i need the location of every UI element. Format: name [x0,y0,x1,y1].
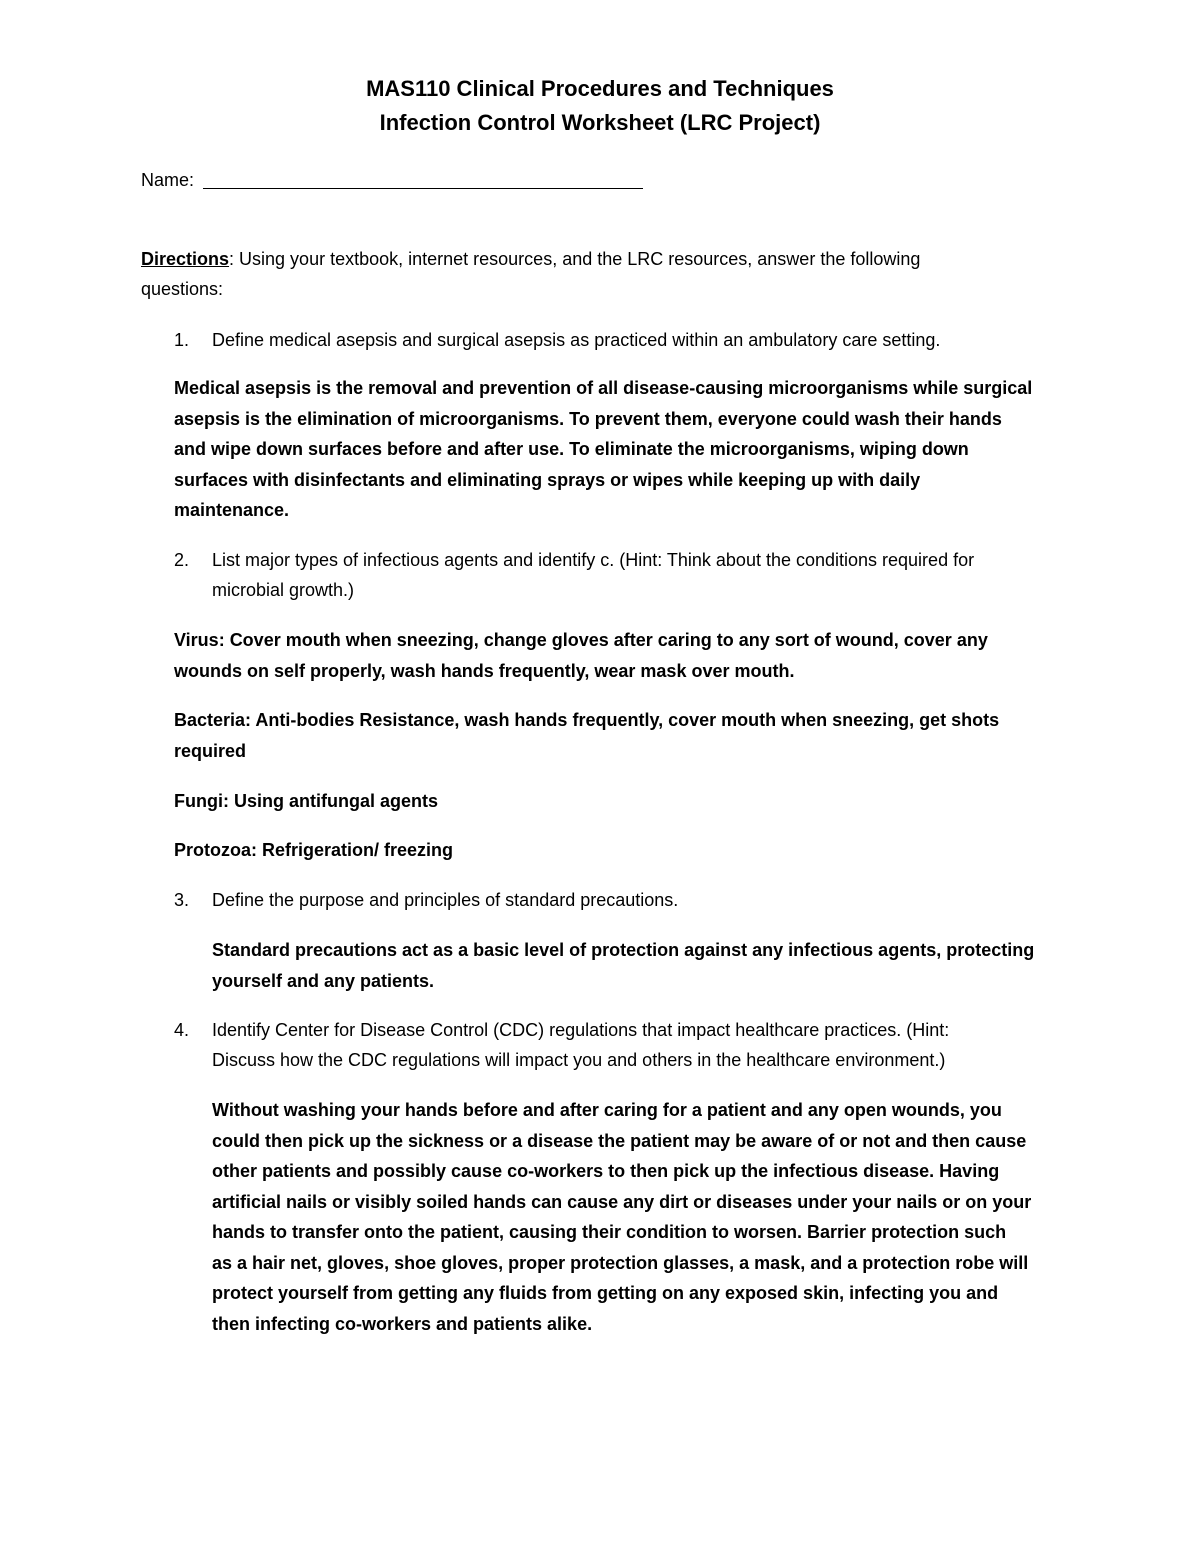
directions-label: Directions [141,249,230,269]
answer-paragraph [174,625,988,686]
directions-text: : Using your textbook, internet resources, and the LRC resources, answer the following [229,249,921,269]
answer-line: could then pick up the sickness or a disease the patient may be aware of or not and then cause [212,1130,1027,1151]
answer-line: Medical asepsis is the removal and prevention of all disease-causing microorganisms while surgical [174,378,1033,398]
answer-line: asepsis is the elimination of microorganisms. To prevent them, everyone could wash their hands [174,408,1002,429]
answer-paragraph [212,1095,1031,1339]
question-text [212,1015,1092,1075]
question-line: microbial growth.) [212,580,355,600]
answer-line: as a hair net, gloves, shoe gloves, proper protection glasses, a mask, and a protection robe will [212,1252,1029,1273]
question-number: 4. [174,1020,190,1040]
question-line: Define the purpose and principles of standard precautions. [212,890,679,910]
question-text [212,545,1092,605]
answer-line: protect yourself from getting any fluids from getting on any exposed skin, infecting you and [212,1283,999,1303]
question-line: Discuss how the CDC regulations will impact you and others in the healthcare environment.) [212,1050,946,1070]
question-line: Define medical asepsis and surgical asepsis as practiced within an ambulatory care setting. [212,330,941,350]
directions-text-cont: questions: [141,279,224,299]
answer-paragraph [174,705,999,766]
question-line: Identify Center for Disease Control (CDC) regulations that impact healthcare practices. (Hint: [212,1020,950,1040]
answer-line: Protozoa: Refrigeration/ freezing [174,840,454,860]
answer-line: required [174,740,247,761]
answer-line: Without washing your hands before and after caring for a patient and any open wounds, you [212,1100,1002,1120]
name-field-line [203,188,643,189]
answer-paragraph [174,786,438,817]
answer-line: hands to transfer onto the patient, causing their condition to worsen. Barrier protection such [212,1222,1007,1242]
answer-line: other patients and possibly cause co-workers to then pick up the infectious disease. Having [212,1161,1000,1181]
question-line: List major types of infectious agents and identify c. (Hint: Think about the conditions required for [212,550,975,570]
answer-paragraph [212,935,1034,996]
name-label: Name: [141,170,195,190]
directions [141,244,920,304]
page-title: MAS110 Clinical Procedures and Techniques [366,76,834,101]
answer-line: artificial nails or visibly soiled hands can cause any dirt or diseases under your nails or on your [212,1191,1032,1212]
answer-line: wounds on self properly, wash hands frequently, wear mask over mouth. [174,660,795,681]
answer-line: and wipe down surfaces before and after use. To eliminate the microorganisms, wiping down [174,439,969,459]
answer-line: yourself and any patients. [212,970,435,991]
answer-line: Bacteria: Anti-bodies Resistance, wash hands frequently, cover mouth when sneezing, get shots [174,710,1000,730]
answer-line: Fungi: Using antifungal agents [174,791,438,811]
page-subtitle: Infection Control Worksheet (LRC Project) [379,110,821,135]
answer-line: Virus: Cover mouth when sneezing, change gloves after caring to any sort of wound, cover any [174,630,988,650]
answer-line: maintenance. [174,500,290,520]
answer-line: Standard precautions act as a basic level of protection against any infectious agents, protecting [212,940,1035,960]
answer-paragraph [174,835,453,866]
answer-paragraph [174,373,1032,526]
question-number: 3. [174,890,190,910]
question-text [212,325,1092,355]
question-text [212,885,1092,915]
answer-line: surfaces with disinfectants and eliminating sprays or wipes while keeping up with daily [174,469,921,490]
question-number: 1. [174,330,190,350]
question-number: 2. [174,550,190,570]
answer-line: then infecting co-workers and patients alike. [212,1313,593,1334]
